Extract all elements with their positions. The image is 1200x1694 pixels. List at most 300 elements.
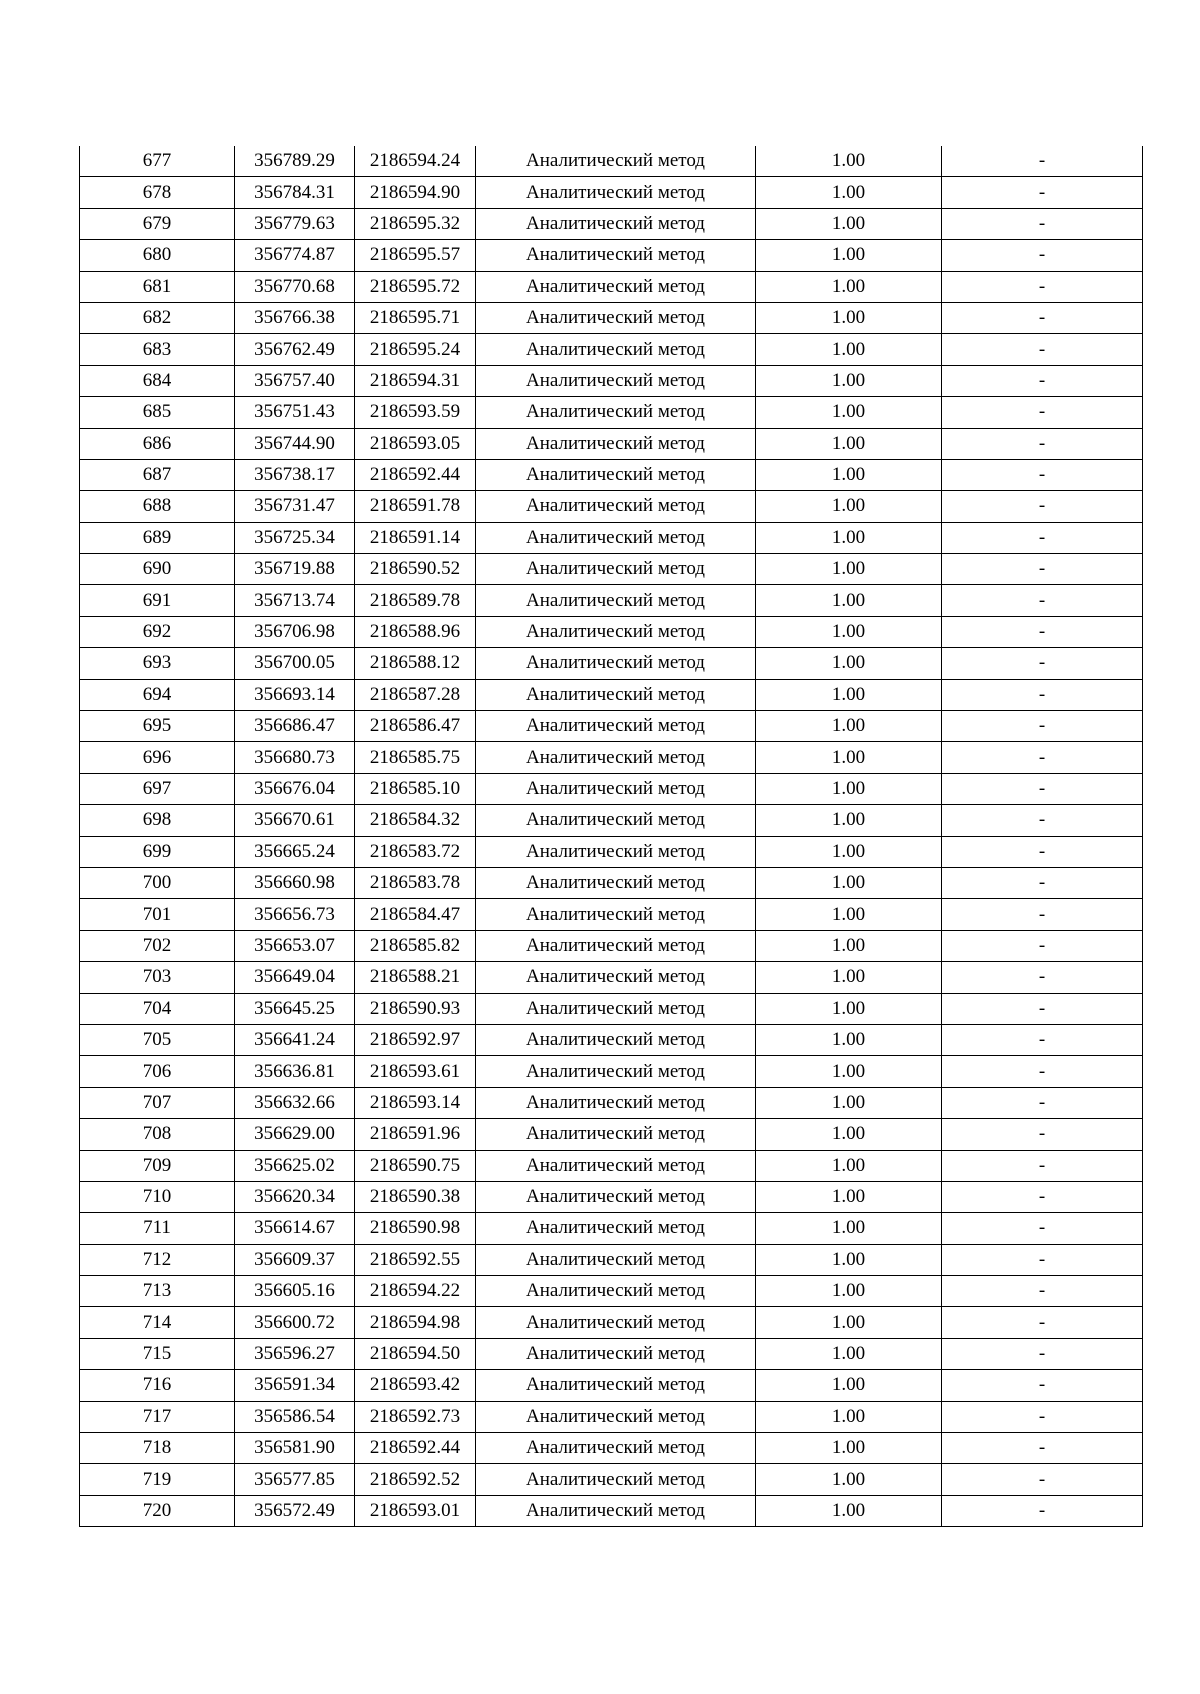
table-row — [80, 1150, 1143, 1181]
table-row — [80, 522, 1143, 553]
y-coordinate-cell: 2186584.32 — [355, 805, 476, 836]
accuracy-cell: 1.00 — [756, 1307, 942, 1338]
accuracy-cell: 1.00 — [756, 962, 942, 993]
accuracy-cell: 1.00 — [756, 773, 942, 804]
table-row — [80, 1213, 1143, 1244]
y-coordinate-cell: 2186585.10 — [355, 773, 476, 804]
point-number-cell: 718 — [80, 1433, 235, 1464]
method-cell: Аналитический метод — [476, 177, 756, 208]
point-number-cell: 719 — [80, 1464, 235, 1495]
y-coordinate-cell: 2186595.32 — [355, 208, 476, 239]
accuracy-cell: 1.00 — [756, 1244, 942, 1275]
y-coordinate-cell: 2186591.78 — [355, 491, 476, 522]
table-row — [80, 1370, 1143, 1401]
note-cell: - — [942, 711, 1143, 742]
accuracy-cell: 1.00 — [756, 428, 942, 459]
y-coordinate-cell: 2186592.97 — [355, 1024, 476, 1055]
y-coordinate-cell: 2186590.98 — [355, 1213, 476, 1244]
y-coordinate-cell: 2186583.78 — [355, 867, 476, 898]
point-number-cell: 713 — [80, 1276, 235, 1307]
note-cell: - — [942, 1087, 1143, 1118]
table-row — [80, 1338, 1143, 1369]
table-row — [80, 146, 1143, 177]
point-number-cell: 720 — [80, 1495, 235, 1526]
accuracy-cell: 1.00 — [756, 930, 942, 961]
table-row — [80, 616, 1143, 647]
method-cell: Аналитический метод — [476, 365, 756, 396]
method-cell: Аналитический метод — [476, 679, 756, 710]
note-cell: - — [942, 271, 1143, 302]
point-number-cell: 702 — [80, 930, 235, 961]
x-coordinate-cell: 356586.54 — [235, 1401, 355, 1432]
method-cell: Аналитический метод — [476, 522, 756, 553]
x-coordinate-cell: 356581.90 — [235, 1433, 355, 1464]
accuracy-cell: 1.00 — [756, 648, 942, 679]
method-cell: Аналитический метод — [476, 1464, 756, 1495]
y-coordinate-cell: 2186592.73 — [355, 1401, 476, 1432]
method-cell: Аналитический метод — [476, 1370, 756, 1401]
note-cell: - — [942, 1150, 1143, 1181]
y-coordinate-cell: 2186587.28 — [355, 679, 476, 710]
accuracy-cell: 1.00 — [756, 271, 942, 302]
method-cell: Аналитический метод — [476, 1024, 756, 1055]
accuracy-cell: 1.00 — [756, 899, 942, 930]
accuracy-cell: 1.00 — [756, 334, 942, 365]
table-row — [80, 177, 1143, 208]
method-cell: Аналитический метод — [476, 1433, 756, 1464]
point-number-cell: 686 — [80, 428, 235, 459]
point-number-cell: 682 — [80, 302, 235, 333]
method-cell: Аналитический метод — [476, 1338, 756, 1369]
note-cell: - — [942, 240, 1143, 271]
y-coordinate-cell: 2186592.44 — [355, 1433, 476, 1464]
table-row — [80, 679, 1143, 710]
y-coordinate-cell: 2186589.78 — [355, 585, 476, 616]
method-cell: Аналитический метод — [476, 146, 756, 177]
table-row — [80, 1401, 1143, 1432]
point-number-cell: 681 — [80, 271, 235, 302]
accuracy-cell: 1.00 — [756, 491, 942, 522]
x-coordinate-cell: 356600.72 — [235, 1307, 355, 1338]
table-row — [80, 1119, 1143, 1150]
table-row — [80, 1024, 1143, 1055]
table-row — [80, 1495, 1143, 1526]
note-cell: - — [942, 648, 1143, 679]
note-cell: - — [942, 1401, 1143, 1432]
point-number-cell: 694 — [80, 679, 235, 710]
note-cell: - — [942, 679, 1143, 710]
point-number-cell: 703 — [80, 962, 235, 993]
y-coordinate-cell: 2186585.75 — [355, 742, 476, 773]
note-cell: - — [942, 208, 1143, 239]
note-cell: - — [942, 867, 1143, 898]
y-coordinate-cell: 2186590.52 — [355, 554, 476, 585]
point-number-cell: 716 — [80, 1370, 235, 1401]
y-coordinate-cell: 2186592.44 — [355, 459, 476, 490]
point-number-cell: 691 — [80, 585, 235, 616]
table-row — [80, 962, 1143, 993]
point-number-cell: 683 — [80, 334, 235, 365]
note-cell: - — [942, 805, 1143, 836]
table-row — [80, 1244, 1143, 1275]
note-cell: - — [942, 773, 1143, 804]
method-cell: Аналитический метод — [476, 554, 756, 585]
y-coordinate-cell: 2186594.31 — [355, 365, 476, 396]
y-coordinate-cell: 2186590.38 — [355, 1181, 476, 1212]
point-number-cell: 689 — [80, 522, 235, 553]
point-number-cell: 700 — [80, 867, 235, 898]
note-cell: - — [942, 1244, 1143, 1275]
table-row — [80, 491, 1143, 522]
y-coordinate-cell: 2186590.75 — [355, 1150, 476, 1181]
x-coordinate-cell: 356789.29 — [235, 146, 355, 177]
method-cell: Аналитический метод — [476, 616, 756, 647]
y-coordinate-cell: 2186592.55 — [355, 1244, 476, 1275]
note-cell: - — [942, 1464, 1143, 1495]
y-coordinate-cell: 2186595.57 — [355, 240, 476, 271]
point-number-cell: 697 — [80, 773, 235, 804]
note-cell: - — [942, 962, 1143, 993]
method-cell: Аналитический метод — [476, 805, 756, 836]
x-coordinate-cell: 356572.49 — [235, 1495, 355, 1526]
x-coordinate-cell: 356719.88 — [235, 554, 355, 585]
method-cell: Аналитический метод — [476, 711, 756, 742]
x-coordinate-cell: 356744.90 — [235, 428, 355, 459]
note-cell: - — [942, 1024, 1143, 1055]
y-coordinate-cell: 2186593.14 — [355, 1087, 476, 1118]
table-row — [80, 1307, 1143, 1338]
y-coordinate-cell: 2186595.72 — [355, 271, 476, 302]
y-coordinate-cell: 2186593.42 — [355, 1370, 476, 1401]
method-cell: Аналитический метод — [476, 899, 756, 930]
y-coordinate-cell: 2186594.98 — [355, 1307, 476, 1338]
note-cell: - — [942, 1276, 1143, 1307]
accuracy-cell: 1.00 — [756, 365, 942, 396]
accuracy-cell: 1.00 — [756, 1433, 942, 1464]
y-coordinate-cell: 2186593.01 — [355, 1495, 476, 1526]
x-coordinate-cell: 356757.40 — [235, 365, 355, 396]
method-cell: Аналитический метод — [476, 1495, 756, 1526]
table-row — [80, 773, 1143, 804]
y-coordinate-cell: 2186588.96 — [355, 616, 476, 647]
accuracy-cell: 1.00 — [756, 867, 942, 898]
x-coordinate-cell: 356656.73 — [235, 899, 355, 930]
x-coordinate-cell: 356738.17 — [235, 459, 355, 490]
point-number-cell: 709 — [80, 1150, 235, 1181]
y-coordinate-cell: 2186588.12 — [355, 648, 476, 679]
table-row — [80, 554, 1143, 585]
y-coordinate-cell: 2186592.52 — [355, 1464, 476, 1495]
table-row — [80, 805, 1143, 836]
x-coordinate-cell: 356680.73 — [235, 742, 355, 773]
x-coordinate-cell: 356629.00 — [235, 1119, 355, 1150]
x-coordinate-cell: 356665.24 — [235, 836, 355, 867]
coordinates-table — [79, 146, 1143, 1527]
accuracy-cell: 1.00 — [756, 1276, 942, 1307]
y-coordinate-cell: 2186590.93 — [355, 993, 476, 1024]
accuracy-cell: 1.00 — [756, 240, 942, 271]
x-coordinate-cell: 356660.98 — [235, 867, 355, 898]
accuracy-cell: 1.00 — [756, 993, 942, 1024]
method-cell: Аналитический метод — [476, 1213, 756, 1244]
accuracy-cell: 1.00 — [756, 616, 942, 647]
x-coordinate-cell: 356591.34 — [235, 1370, 355, 1401]
note-cell: - — [942, 177, 1143, 208]
table-row — [80, 1433, 1143, 1464]
point-number-cell: 711 — [80, 1213, 235, 1244]
note-cell: - — [942, 459, 1143, 490]
point-number-cell: 704 — [80, 993, 235, 1024]
point-number-cell: 688 — [80, 491, 235, 522]
point-number-cell: 693 — [80, 648, 235, 679]
x-coordinate-cell: 356766.38 — [235, 302, 355, 333]
accuracy-cell: 1.00 — [756, 1338, 942, 1369]
accuracy-cell: 1.00 — [756, 208, 942, 239]
accuracy-cell: 1.00 — [756, 836, 942, 867]
point-number-cell: 679 — [80, 208, 235, 239]
x-coordinate-cell: 356774.87 — [235, 240, 355, 271]
table-row — [80, 334, 1143, 365]
note-cell: - — [942, 1495, 1143, 1526]
method-cell: Аналитический метод — [476, 648, 756, 679]
accuracy-cell: 1.00 — [756, 1370, 942, 1401]
y-coordinate-cell: 2186594.50 — [355, 1338, 476, 1369]
note-cell: - — [942, 334, 1143, 365]
note-cell: - — [942, 930, 1143, 961]
accuracy-cell: 1.00 — [756, 1087, 942, 1118]
table-row — [80, 1276, 1143, 1307]
method-cell: Аналитический метод — [476, 1307, 756, 1338]
table-row — [80, 365, 1143, 396]
point-number-cell: 685 — [80, 397, 235, 428]
point-number-cell: 714 — [80, 1307, 235, 1338]
x-coordinate-cell: 356762.49 — [235, 334, 355, 365]
accuracy-cell: 1.00 — [756, 1401, 942, 1432]
method-cell: Аналитический метод — [476, 1276, 756, 1307]
table-row — [80, 1464, 1143, 1495]
y-coordinate-cell: 2186583.72 — [355, 836, 476, 867]
accuracy-cell: 1.00 — [756, 1213, 942, 1244]
method-cell: Аналитический метод — [476, 962, 756, 993]
method-cell: Аналитический метод — [476, 742, 756, 773]
x-coordinate-cell: 356731.47 — [235, 491, 355, 522]
note-cell: - — [942, 1370, 1143, 1401]
method-cell: Аналитический метод — [476, 1150, 756, 1181]
method-cell: Аналитический метод — [476, 491, 756, 522]
note-cell: - — [942, 397, 1143, 428]
table-row — [80, 648, 1143, 679]
accuracy-cell: 1.00 — [756, 1056, 942, 1087]
note-cell: - — [942, 428, 1143, 459]
method-cell: Аналитический метод — [476, 240, 756, 271]
accuracy-cell: 1.00 — [756, 1495, 942, 1526]
table-row — [80, 836, 1143, 867]
table-row — [80, 459, 1143, 490]
point-number-cell: 715 — [80, 1338, 235, 1369]
table-row — [80, 867, 1143, 898]
accuracy-cell: 1.00 — [756, 1024, 942, 1055]
x-coordinate-cell: 356632.66 — [235, 1087, 355, 1118]
point-number-cell: 696 — [80, 742, 235, 773]
method-cell: Аналитический метод — [476, 993, 756, 1024]
method-cell: Аналитический метод — [476, 1181, 756, 1212]
note-cell: - — [942, 616, 1143, 647]
point-number-cell: 705 — [80, 1024, 235, 1055]
x-coordinate-cell: 356670.61 — [235, 805, 355, 836]
accuracy-cell: 1.00 — [756, 177, 942, 208]
method-cell: Аналитический метод — [476, 1119, 756, 1150]
point-number-cell: 698 — [80, 805, 235, 836]
note-cell: - — [942, 1433, 1143, 1464]
point-number-cell: 684 — [80, 365, 235, 396]
accuracy-cell: 1.00 — [756, 1150, 942, 1181]
x-coordinate-cell: 356649.04 — [235, 962, 355, 993]
point-number-cell: 680 — [80, 240, 235, 271]
accuracy-cell: 1.00 — [756, 742, 942, 773]
accuracy-cell: 1.00 — [756, 302, 942, 333]
note-cell: - — [942, 522, 1143, 553]
x-coordinate-cell: 356614.67 — [235, 1213, 355, 1244]
x-coordinate-cell: 356641.24 — [235, 1024, 355, 1055]
method-cell: Аналитический метод — [476, 1056, 756, 1087]
y-coordinate-cell: 2186593.61 — [355, 1056, 476, 1087]
note-cell: - — [942, 491, 1143, 522]
note-cell: - — [942, 554, 1143, 585]
note-cell: - — [942, 1213, 1143, 1244]
accuracy-cell: 1.00 — [756, 397, 942, 428]
y-coordinate-cell: 2186594.22 — [355, 1276, 476, 1307]
method-cell: Аналитический метод — [476, 1087, 756, 1118]
point-number-cell: 678 — [80, 177, 235, 208]
x-coordinate-cell: 356625.02 — [235, 1150, 355, 1181]
accuracy-cell: 1.00 — [756, 1464, 942, 1495]
method-cell: Аналитический метод — [476, 1244, 756, 1275]
table-row — [80, 930, 1143, 961]
x-coordinate-cell: 356653.07 — [235, 930, 355, 961]
coordinates-table-body — [80, 146, 1143, 1527]
point-number-cell: 708 — [80, 1119, 235, 1150]
table-row — [80, 899, 1143, 930]
x-coordinate-cell: 356779.63 — [235, 208, 355, 239]
y-coordinate-cell: 2186594.90 — [355, 177, 476, 208]
x-coordinate-cell: 356784.31 — [235, 177, 355, 208]
y-coordinate-cell: 2186593.59 — [355, 397, 476, 428]
x-coordinate-cell: 356609.37 — [235, 1244, 355, 1275]
point-number-cell: 701 — [80, 899, 235, 930]
point-number-cell: 692 — [80, 616, 235, 647]
method-cell: Аналитический метод — [476, 1401, 756, 1432]
note-cell: - — [942, 302, 1143, 333]
x-coordinate-cell: 356686.47 — [235, 711, 355, 742]
y-coordinate-cell: 2186594.24 — [355, 146, 476, 177]
method-cell: Аналитический метод — [476, 397, 756, 428]
note-cell: - — [942, 1307, 1143, 1338]
x-coordinate-cell: 356620.34 — [235, 1181, 355, 1212]
x-coordinate-cell: 356676.04 — [235, 773, 355, 804]
table-row — [80, 742, 1143, 773]
y-coordinate-cell: 2186595.24 — [355, 334, 476, 365]
method-cell: Аналитический метод — [476, 836, 756, 867]
x-coordinate-cell: 356605.16 — [235, 1276, 355, 1307]
x-coordinate-cell: 356725.34 — [235, 522, 355, 553]
table-row — [80, 428, 1143, 459]
table-row — [80, 1181, 1143, 1212]
x-coordinate-cell: 356596.27 — [235, 1338, 355, 1369]
y-coordinate-cell: 2186591.14 — [355, 522, 476, 553]
table-row — [80, 208, 1143, 239]
point-number-cell: 712 — [80, 1244, 235, 1275]
point-number-cell: 677 — [80, 146, 235, 177]
x-coordinate-cell: 356751.43 — [235, 397, 355, 428]
note-cell: - — [942, 1338, 1143, 1369]
x-coordinate-cell: 356645.25 — [235, 993, 355, 1024]
table-row — [80, 397, 1143, 428]
method-cell: Аналитический метод — [476, 459, 756, 490]
point-number-cell: 717 — [80, 1401, 235, 1432]
accuracy-cell: 1.00 — [756, 585, 942, 616]
point-number-cell: 690 — [80, 554, 235, 585]
accuracy-cell: 1.00 — [756, 1181, 942, 1212]
point-number-cell: 707 — [80, 1087, 235, 1118]
note-cell: - — [942, 836, 1143, 867]
y-coordinate-cell: 2186591.96 — [355, 1119, 476, 1150]
accuracy-cell: 1.00 — [756, 522, 942, 553]
table-row — [80, 993, 1143, 1024]
method-cell: Аналитический метод — [476, 585, 756, 616]
note-cell: - — [942, 585, 1143, 616]
point-number-cell: 710 — [80, 1181, 235, 1212]
y-coordinate-cell: 2186585.82 — [355, 930, 476, 961]
note-cell: - — [942, 1056, 1143, 1087]
x-coordinate-cell: 356706.98 — [235, 616, 355, 647]
method-cell: Аналитический метод — [476, 428, 756, 459]
note-cell: - — [942, 1119, 1143, 1150]
y-coordinate-cell: 2186584.47 — [355, 899, 476, 930]
y-coordinate-cell: 2186595.71 — [355, 302, 476, 333]
accuracy-cell: 1.00 — [756, 1119, 942, 1150]
note-cell: - — [942, 993, 1143, 1024]
note-cell: - — [942, 742, 1143, 773]
table-row — [80, 271, 1143, 302]
note-cell: - — [942, 365, 1143, 396]
point-number-cell: 687 — [80, 459, 235, 490]
point-number-cell: 706 — [80, 1056, 235, 1087]
accuracy-cell: 1.00 — [756, 711, 942, 742]
accuracy-cell: 1.00 — [756, 146, 942, 177]
accuracy-cell: 1.00 — [756, 459, 942, 490]
note-cell: - — [942, 1181, 1143, 1212]
table-row — [80, 711, 1143, 742]
note-cell: - — [942, 146, 1143, 177]
x-coordinate-cell: 356713.74 — [235, 585, 355, 616]
y-coordinate-cell: 2186586.47 — [355, 711, 476, 742]
point-number-cell: 699 — [80, 836, 235, 867]
method-cell: Аналитический метод — [476, 334, 756, 365]
method-cell: Аналитический метод — [476, 867, 756, 898]
method-cell: Аналитический метод — [476, 208, 756, 239]
accuracy-cell: 1.00 — [756, 554, 942, 585]
table-row — [80, 1087, 1143, 1118]
y-coordinate-cell: 2186588.21 — [355, 962, 476, 993]
accuracy-cell: 1.00 — [756, 805, 942, 836]
x-coordinate-cell: 356693.14 — [235, 679, 355, 710]
method-cell: Аналитический метод — [476, 271, 756, 302]
x-coordinate-cell: 356636.81 — [235, 1056, 355, 1087]
point-number-cell: 695 — [80, 711, 235, 742]
x-coordinate-cell: 356577.85 — [235, 1464, 355, 1495]
method-cell: Аналитический метод — [476, 302, 756, 333]
table-row — [80, 1056, 1143, 1087]
